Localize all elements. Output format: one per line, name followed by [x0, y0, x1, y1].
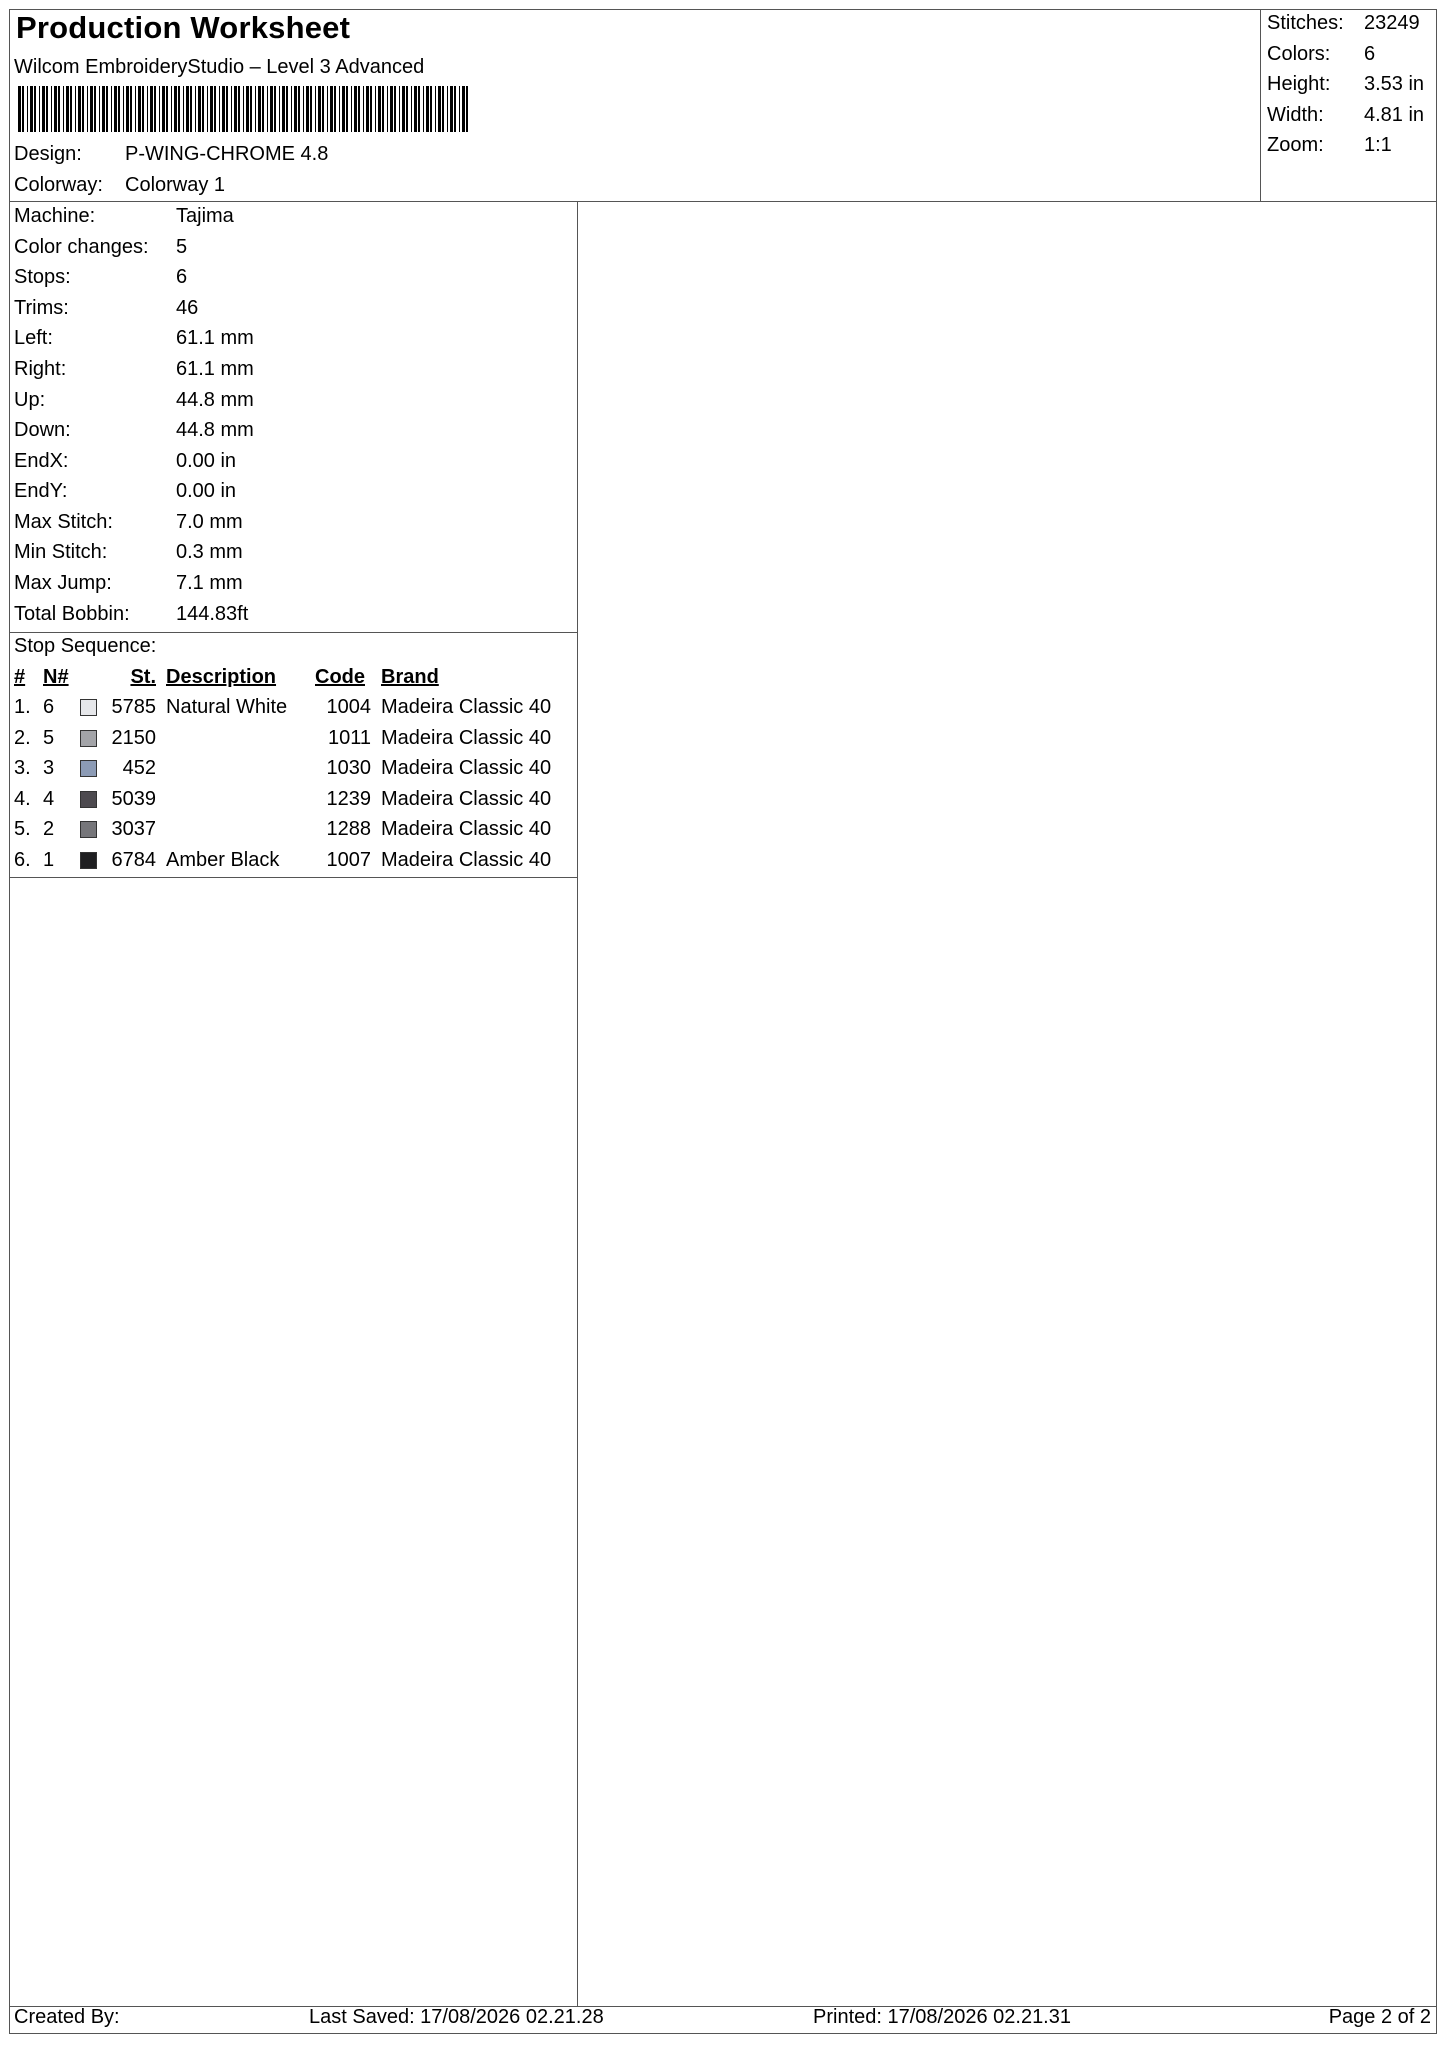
barcode-bar: [82, 86, 84, 132]
machine-value: Tajima: [176, 205, 234, 227]
row-brand: Madeira Classic 40: [381, 788, 552, 810]
barcode-bar: [454, 86, 456, 132]
barcode: [18, 86, 474, 132]
header-stitches: St.: [130, 666, 156, 688]
stops-value: 6: [176, 266, 188, 288]
barcode-bar: [346, 86, 348, 132]
left-value: 61.1 mm: [176, 327, 254, 349]
stops-label: Stops:: [14, 266, 71, 288]
barcode-bar: [330, 86, 333, 132]
height-label: Height:: [1267, 73, 1331, 95]
color-changes-value: 5: [176, 236, 188, 258]
row-needle: 4: [43, 788, 55, 810]
barcode-bar: [322, 86, 324, 132]
barcode-bar: [310, 86, 312, 132]
footer-divider: [9, 2006, 1437, 2007]
row-stitches: 2150: [111, 727, 156, 749]
row-code: 1007: [326, 849, 371, 871]
stats-divider: [1260, 9, 1261, 202]
row-brand: Madeira Classic 40: [381, 727, 552, 749]
barcode-bar: [126, 86, 129, 132]
barcode-bar: [174, 86, 177, 132]
barcode-bar: [22, 86, 24, 132]
right-label: Right:: [14, 358, 67, 380]
colors-value: 6: [1364, 43, 1376, 65]
machine-divider: [9, 632, 578, 633]
created-by: Created By:: [14, 2006, 120, 2028]
barcode-bar: [390, 86, 393, 132]
barcode-bar: [438, 86, 441, 132]
last-saved: Last Saved: 17/08/2026 02.21.28: [309, 2006, 604, 2028]
barcode-bar: [231, 86, 232, 132]
barcode-bar: [339, 86, 340, 132]
barcode-bar: [399, 86, 400, 132]
header-divider: [9, 201, 1437, 202]
barcode-bar: [186, 86, 189, 132]
printed-date: Printed: 17/08/2026 02.21.31: [813, 2006, 1071, 2028]
page-number: Page 2 of 2: [1328, 2006, 1431, 2028]
barcode-bar: [30, 86, 33, 132]
stop-sequence-title: Stop Sequence:: [14, 635, 157, 657]
row-brand: Madeira Classic 40: [381, 696, 552, 718]
row-description: Amber Black: [166, 849, 280, 871]
barcode-bar: [207, 86, 208, 132]
color-swatch: [80, 760, 97, 777]
barcode-bar: [318, 86, 321, 132]
barcode-bar: [123, 86, 124, 132]
row-code: 1288: [326, 818, 371, 840]
header-index: #: [14, 666, 26, 688]
row-index: 5.: [14, 818, 31, 840]
barcode-bar: [226, 86, 228, 132]
total-bobbin-label: Total Bobbin:: [14, 603, 130, 625]
row-needle: 1: [43, 849, 55, 871]
barcode-bar: [279, 86, 280, 132]
row-index: 3.: [14, 757, 31, 779]
endx-label: EndX:: [14, 450, 69, 472]
row-needle: 3: [43, 757, 55, 779]
barcode-bar: [94, 86, 96, 132]
barcode-bar: [387, 86, 388, 132]
barcode-bar: [394, 86, 396, 132]
barcode-bar: [334, 86, 336, 132]
total-bobbin-value: 144.83ft: [176, 603, 249, 625]
row-stitches: 5785: [111, 696, 156, 718]
colorway-label: Colorway:: [14, 174, 103, 196]
barcode-bar: [58, 86, 60, 132]
color-swatch: [80, 821, 97, 838]
barcode-bar: [327, 86, 328, 132]
barcode-bar: [243, 86, 244, 132]
row-description: Natural White: [166, 696, 288, 718]
down-label: Down:: [14, 419, 71, 441]
row-needle: 2: [43, 818, 55, 840]
barcode-bar: [262, 86, 264, 132]
barcode-bar: [306, 86, 309, 132]
barcode-bar: [162, 86, 165, 132]
barcode-bar: [459, 86, 460, 132]
barcode-bar: [315, 86, 316, 132]
header-description: Description: [166, 666, 277, 688]
barcode-bar: [130, 86, 132, 132]
zoom-label: Zoom:: [1267, 134, 1324, 156]
color-swatch: [80, 791, 97, 808]
barcode-bar: [142, 86, 144, 132]
min-stitch-label: Min Stitch:: [14, 541, 108, 563]
barcode-bar: [406, 86, 408, 132]
barcode-bar: [102, 86, 105, 132]
barcode-bar: [99, 86, 100, 132]
barcode-bar: [34, 86, 36, 132]
barcode-bar: [358, 86, 360, 132]
barcode-bar: [411, 86, 412, 132]
barcode-bar: [435, 86, 436, 132]
barcode-bar: [447, 86, 448, 132]
color-changes-label: Color changes:: [14, 236, 149, 258]
max-stitch-value: 7.0 mm: [176, 511, 243, 533]
barcode-bar: [342, 86, 345, 132]
barcode-bar: [442, 86, 444, 132]
barcode-bar: [462, 86, 465, 132]
barcode-bar: [202, 86, 204, 132]
design-label: Design:: [14, 143, 82, 165]
barcode-bar: [255, 86, 256, 132]
barcode-bar: [198, 86, 201, 132]
machine-label: Machine:: [14, 205, 96, 227]
barcode-bar: [54, 86, 57, 132]
barcode-bar: [294, 86, 297, 132]
trims-label: Trims:: [14, 297, 69, 319]
colorway-value: Colorway 1: [125, 174, 226, 196]
barcode-bar: [190, 86, 192, 132]
width-label: Width:: [1267, 104, 1324, 126]
barcode-bar: [183, 86, 184, 132]
barcode-bar: [303, 86, 304, 132]
max-stitch-label: Max Stitch:: [14, 511, 113, 533]
barcode-bar: [219, 86, 220, 132]
barcode-bar: [159, 86, 160, 132]
barcode-bar: [46, 86, 48, 132]
barcode-bar: [210, 86, 213, 132]
row-index: 4.: [14, 788, 31, 810]
barcode-bar: [370, 86, 372, 132]
barcode-bar: [246, 86, 249, 132]
barcode-bar: [111, 86, 112, 132]
software-name: Wilcom EmbroideryStudio – Level 3 Advanced: [14, 56, 425, 78]
max-jump-value: 7.1 mm: [176, 572, 243, 594]
column-divider: [577, 201, 578, 2007]
barcode-bar: [70, 86, 72, 132]
header-code: Code: [315, 666, 365, 688]
min-stitch-value: 0.3 mm: [176, 541, 243, 563]
barcode-bar: [351, 86, 352, 132]
barcode-bar: [234, 86, 237, 132]
width-value: 4.81 in: [1364, 104, 1425, 126]
color-swatch: [80, 699, 97, 716]
barcode-bar: [282, 86, 285, 132]
barcode-bar: [27, 86, 28, 132]
barcode-bar: [363, 86, 364, 132]
barcode-bar: [402, 86, 405, 132]
row-stitches: 3037: [111, 818, 156, 840]
endx-value: 0.00 in: [176, 450, 237, 472]
worksheet-frame: [9, 9, 1437, 2034]
barcode-bar: [238, 86, 240, 132]
barcode-bar: [18, 86, 21, 132]
zoom-value: 1:1: [1364, 134, 1392, 156]
barcode-bar: [366, 86, 369, 132]
barcode-bar: [150, 86, 153, 132]
barcode-bar: [51, 86, 52, 132]
row-code: 1011: [327, 727, 371, 749]
barcode-bar: [75, 86, 76, 132]
row-brand: Madeira Classic 40: [381, 849, 552, 871]
row-index: 2.: [14, 727, 31, 749]
endy-label: EndY:: [14, 480, 68, 502]
barcode-bar: [291, 86, 292, 132]
endy-value: 0.00 in: [176, 480, 237, 502]
barcode-bar: [250, 86, 252, 132]
barcode-bar: [214, 86, 216, 132]
header-brand: Brand: [381, 666, 439, 688]
row-brand: Madeira Classic 40: [381, 818, 552, 840]
barcode-bar: [171, 86, 172, 132]
trims-value: 46: [176, 297, 199, 319]
up-label: Up:: [14, 389, 46, 411]
row-code: 1004: [326, 696, 371, 718]
barcode-bar: [114, 86, 117, 132]
barcode-bar: [78, 86, 81, 132]
barcode-bar: [423, 86, 424, 132]
up-value: 44.8 mm: [176, 389, 254, 411]
barcode-bar: [354, 86, 357, 132]
color-swatch: [80, 730, 97, 747]
row-index: 1.: [14, 696, 31, 718]
height-value: 3.53 in: [1364, 73, 1425, 95]
barcode-bar: [375, 86, 376, 132]
barcode-bar: [274, 86, 276, 132]
row-stitches: 5039: [111, 788, 156, 810]
barcode-bar: [106, 86, 108, 132]
barcode-bar: [42, 86, 45, 132]
barcode-bar: [267, 86, 268, 132]
barcode-bar: [138, 86, 141, 132]
row-brand: Madeira Classic 40: [381, 757, 552, 779]
barcode-bar: [430, 86, 432, 132]
row-code: 1239: [326, 788, 371, 810]
page-title: Production Worksheet: [16, 10, 351, 45]
colors-label: Colors:: [1267, 43, 1331, 65]
barcode-bar: [466, 86, 468, 132]
barcode-bar: [426, 86, 429, 132]
left-label: Left:: [14, 327, 53, 349]
barcode-bar: [166, 86, 168, 132]
barcode-bar: [135, 86, 136, 132]
barcode-bar: [147, 86, 148, 132]
barcode-bar: [258, 86, 261, 132]
barcode-bar: [450, 86, 453, 132]
barcode-bar: [90, 86, 93, 132]
barcode-bar: [39, 86, 40, 132]
barcode-bar: [418, 86, 420, 132]
sequence-divider: [9, 877, 578, 878]
row-stitches: 452: [122, 757, 156, 779]
color-swatch: [80, 852, 97, 869]
barcode-bar: [118, 86, 120, 132]
barcode-bar: [414, 86, 417, 132]
down-value: 44.8 mm: [176, 419, 254, 441]
barcode-bar: [378, 86, 381, 132]
design-value: P-WING-CHROME 4.8: [125, 143, 329, 165]
row-stitches: 6784: [111, 849, 156, 871]
barcode-bar: [222, 86, 225, 132]
row-index: 6.: [14, 849, 31, 871]
header-needle: N#: [43, 666, 69, 688]
barcode-bar: [154, 86, 156, 132]
barcode-bar: [298, 86, 300, 132]
right-value: 61.1 mm: [176, 358, 254, 380]
max-jump-label: Max Jump:: [14, 572, 112, 594]
barcode-bar: [66, 86, 69, 132]
barcode-bar: [63, 86, 64, 132]
row-needle: 5: [43, 727, 55, 749]
row-code: 1030: [326, 757, 371, 779]
barcode-bar: [270, 86, 273, 132]
barcode-bar: [195, 86, 196, 132]
barcode-bar: [87, 86, 88, 132]
barcode-bar: [178, 86, 180, 132]
barcode-bar: [382, 86, 384, 132]
barcode-bar: [286, 86, 288, 132]
stitches-value: 23249: [1364, 12, 1420, 34]
row-needle: 6: [43, 696, 55, 718]
stitches-label: Stitches:: [1267, 12, 1344, 34]
